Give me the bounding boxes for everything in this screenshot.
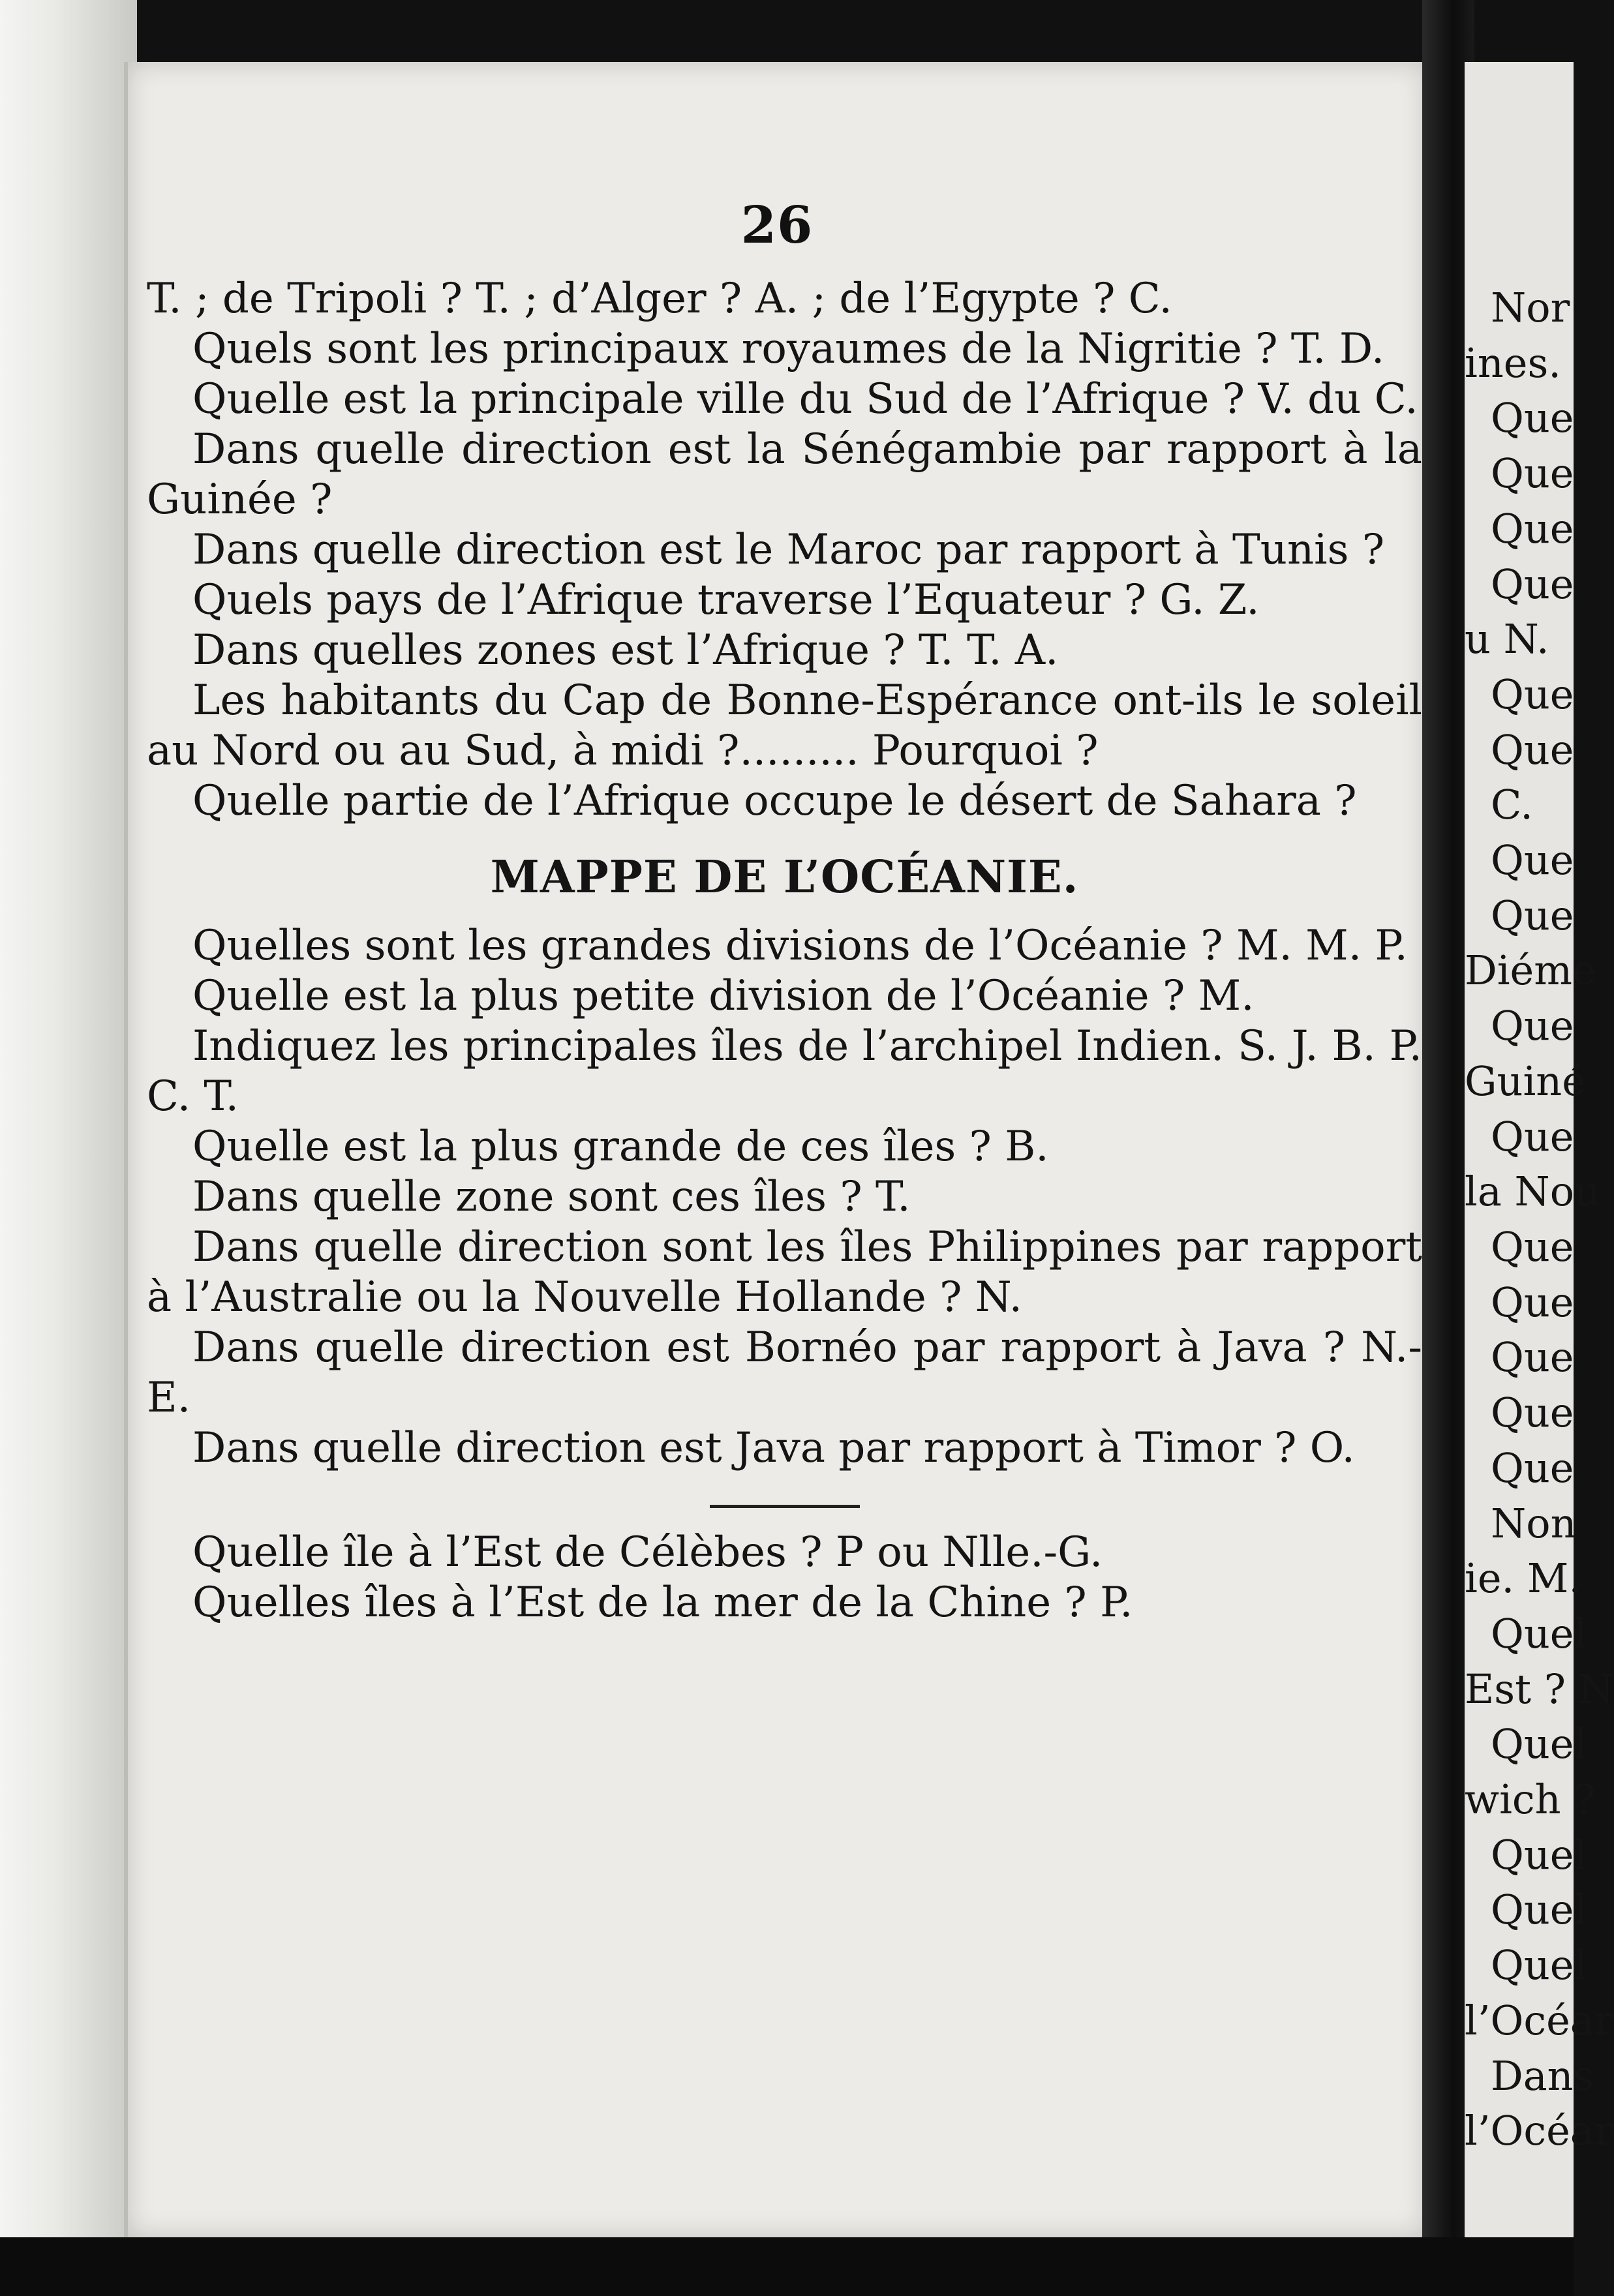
facing-page-fragment: Que <box>1491 560 1574 608</box>
facing-page-fragment: Que <box>1491 1333 1574 1382</box>
facing-page-fragment: ie. M. <box>1465 1554 1582 1603</box>
question-paragraph: Quelle est la plus petite division de l’Océanie ? M. <box>192 972 1255 1020</box>
question-paragraph: Dans quelle direction est la Sénégambie par rapport à la Guinée ? <box>147 425 1422 524</box>
question-paragraph: Quelles îles à l’Est de la mer de la Chine ? P. <box>192 1578 1133 1627</box>
facing-page-fragment: Que <box>1491 836 1574 884</box>
facing-page-fragment: Non <box>1491 1499 1577 1547</box>
left-page-margin <box>0 0 137 2296</box>
facing-page-fragment: Diéme <box>1465 946 1596 995</box>
oceania-questions <box>147 921 1422 1473</box>
facing-page-fragment: Que <box>1491 1223 1574 1271</box>
facing-page-fragment: Que <box>1491 394 1574 442</box>
question-paragraph: Indiquez les principales îles de l’archipel Indien. S. J. B. P. C. T. <box>147 1022 1422 1121</box>
scan-bottom-edge <box>0 2237 1574 2296</box>
facing-page-fragment: l’Océar <box>1465 2107 1614 2155</box>
page-text <box>147 274 1422 1628</box>
africa-questions <box>147 274 1422 826</box>
question-paragraph: Dans quelle zone sont ces îles ? T. <box>192 1173 911 1221</box>
facing-page-fragment: Que <box>1491 1389 1574 1437</box>
facing-page-fragment: Que <box>1491 1112 1574 1160</box>
facing-page-fragment: ines. <box>1465 339 1561 387</box>
final-questions <box>147 1528 1422 1628</box>
facing-page-fragment: la Nou <box>1465 1168 1601 1216</box>
facing-page-fragment: wich ? <box>1465 1775 1596 1824</box>
question-paragraph: Quelle est la plus grande de ces îles ? B. <box>192 1123 1049 1171</box>
facing-page-fragment: Quel <box>1491 1941 1587 1989</box>
facing-page-fragment: Que <box>1491 1443 1574 1492</box>
page-number: 26 <box>740 196 814 255</box>
facing-page-fragment: C. <box>1491 781 1533 829</box>
question-paragraph: Quels sont les principaux royaumes de la Nigritie ? T. D. <box>192 325 1385 373</box>
facing-page-fragment: Dans <box>1491 2051 1594 2100</box>
facing-page-fragment: u N. <box>1465 615 1549 663</box>
question-paragraph: Dans quelle direction sont les îles Philippines par rapport à l’Australie ou la Nouvelle Hollande ? N. <box>147 1223 1422 1322</box>
facing-page-fragment: Que <box>1491 725 1574 774</box>
facing-page-fragment: Quel <box>1491 1886 1587 1934</box>
facing-page-fragment: Guiné <box>1465 1057 1586 1105</box>
facing-page-fragment: Que <box>1491 449 1574 498</box>
facing-page-fragment: Quel <box>1491 1609 1587 1657</box>
section-title: MAPPE DE L’OCÉANIE. <box>490 851 1079 903</box>
question-paragraph: Dans quelles zones est l’Afrique ? T. T. A. <box>192 626 1059 674</box>
question-paragraph: Quelle île à l’Est de Célèbes ? P ou Nlle.-G. <box>192 1528 1103 1577</box>
question-paragraph: Quels pays de l’Afrique traverse l’Equateur ? G. Z. <box>192 576 1260 624</box>
facing-page-fragment: Quel <box>1491 1720 1587 1768</box>
facing-page-fragment: Est ? N <box>1465 1665 1614 1713</box>
facing-page-fragment: Que <box>1491 1278 1574 1326</box>
facing-page-fragment: Que <box>1491 891 1574 939</box>
question-paragraph: T. ; de Tripoli ? T. ; d’Alger ? A. ; de l’Egypte ? C. <box>147 275 1172 323</box>
facing-page-fragment: Que <box>1491 1002 1574 1050</box>
separator-rule <box>710 1505 860 1508</box>
question-paragraph: Dans quelle direction est Java par rapport à Timor ? O. <box>192 1424 1355 1472</box>
facing-page-fragment: l’Océar <box>1465 1996 1614 2044</box>
question-paragraph: Dans quelle direction est le Maroc par rapport à Tunis ? <box>192 526 1385 574</box>
facing-page-fragment: Que <box>1491 670 1574 718</box>
facing-page-fragment: Quel <box>1491 1830 1587 1879</box>
question-paragraph: Quelle est la principale ville du Sud de l’Afrique ? V. du C. <box>192 375 1418 423</box>
question-paragraph: Les habitants du Cap de Bonne-Espérance ont-ils le soleil au Nord ou au Sud, à midi ?......... Pourquoi ? <box>147 676 1422 775</box>
question-paragraph: Quelle partie de l’Afrique occupe le désert de Sahara ? <box>192 777 1357 825</box>
question-paragraph: Dans quelle direction est Bornéo par rapport à Java ? N.-E. <box>147 1323 1422 1422</box>
facing-page-fragment: Nor <box>1491 284 1570 331</box>
facing-page-fragment: Que <box>1491 504 1574 552</box>
facing-page-edge <box>1465 62 1614 2237</box>
question-paragraph: Quelles sont les grandes divisions de l’Océanie ? M. M. P. <box>192 922 1408 970</box>
